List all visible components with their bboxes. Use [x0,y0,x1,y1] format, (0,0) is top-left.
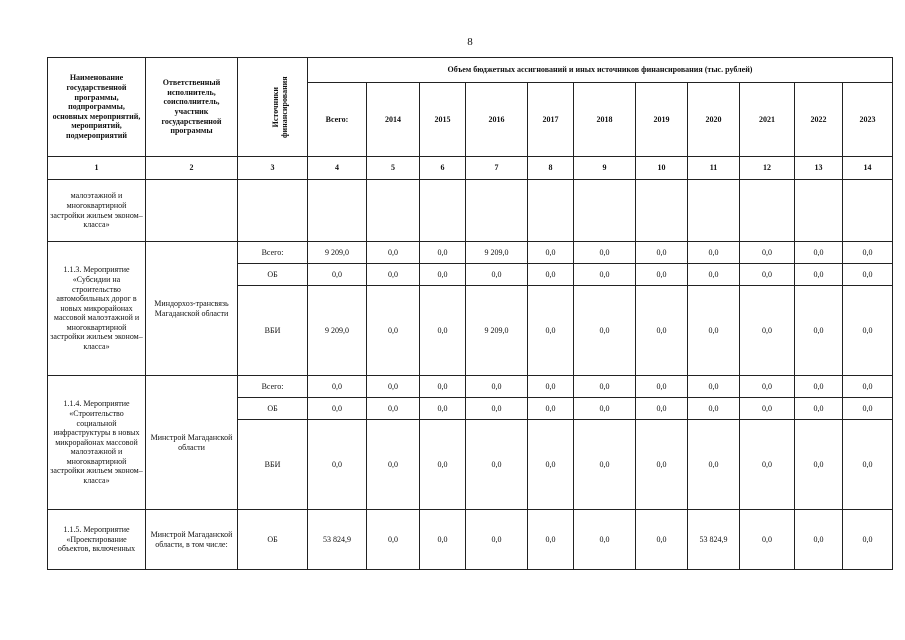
empty-cell [146,180,238,242]
year-value-cell: 0,0 [367,242,420,264]
header-year-2015: 2015 [420,82,466,156]
column-number: 10 [636,157,688,180]
funding-source-cell: ОБ [238,398,308,420]
funding-source-cell: Всего: [238,376,308,398]
empty-cell [367,180,420,242]
total-value-cell: 0,0 [308,420,367,510]
column-number: 9 [574,157,636,180]
funding-source-cell: ВБИ [238,420,308,510]
column-number: 13 [795,157,843,180]
year-value-cell: 0,0 [688,286,740,376]
measure-name-cell: 1.1.3. Мероприятие «Субсидии на строительство автомобильных дорог в новых микрорайонах массовой малоэтажной и многоквартирной застройки жильем эконом–класса» [48,242,146,376]
year-value-cell: 0,0 [795,242,843,264]
column-number: 2 [146,157,238,180]
year-value-cell: 0,0 [466,376,528,398]
header-source-label: Источники финансирования [270,75,289,138]
year-value-cell: 0,0 [688,376,740,398]
measure-name-cell: 1.1.4. Мероприятие «Строительство социальной инфраструктуры в новых микрорайонах массовой малоэтажной и многоквартирной застройки жильем эконом–класса» [48,376,146,510]
year-value-cell: 0,0 [740,242,795,264]
year-value-cell: 0,0 [688,242,740,264]
year-value-cell: 0,0 [636,376,688,398]
year-value-cell: 9 209,0 [466,242,528,264]
empty-cell [466,180,528,242]
year-value-cell: 0,0 [740,420,795,510]
year-value-cell: 0,0 [528,510,574,570]
continuation-name-cell: малоэтажной и многоквартирной застройки жильем эконом–класса» [48,180,146,242]
header-year-2016: 2016 [466,82,528,156]
year-value-cell: 0,0 [795,398,843,420]
total-value-cell: 9 209,0 [308,286,367,376]
empty-cell [740,180,795,242]
table-row [48,510,893,570]
year-value-cell: 0,0 [740,286,795,376]
header-source-col [238,58,308,157]
year-value-cell: 0,0 [367,420,420,510]
header-total: Всего: [308,82,367,156]
year-value-cell: 0,0 [574,510,636,570]
header-year-2020: 2020 [688,82,740,156]
total-value-cell: 0,0 [308,398,367,420]
empty-cell [308,180,367,242]
total-value-cell: 0,0 [308,376,367,398]
column-number: 12 [740,157,795,180]
empty-cell [420,180,466,242]
year-value-cell: 0,0 [636,286,688,376]
header-year-2017: 2017 [528,82,574,156]
year-value-cell: 0,0 [574,398,636,420]
year-value-cell: 0,0 [420,376,466,398]
year-value-cell: 0,0 [528,286,574,376]
empty-cell [574,180,636,242]
year-value-cell: 0,0 [636,398,688,420]
year-value-cell: 0,0 [420,398,466,420]
year-value-cell: 0,0 [688,264,740,286]
year-value-cell: 0,0 [795,286,843,376]
empty-cell [528,180,574,242]
year-value-cell: 0,0 [740,398,795,420]
year-value-cell: 0,0 [688,420,740,510]
table-row [48,242,893,264]
header-name-col: Наименование государственной программы, подпрограммы, основных мероприятий, мероприятий, подмероприятий [48,58,146,157]
column-number: 5 [367,157,420,180]
year-value-cell: 0,0 [843,398,893,420]
year-value-cell: 0,0 [574,264,636,286]
year-value-cell: 0,0 [528,420,574,510]
header-year-2023: 2023 [843,82,893,156]
header-budget-group: Объем бюджетных ассигнований и иных источников финансирования (тыс. рублей) [308,58,893,83]
year-value-cell: 0,0 [795,264,843,286]
total-value-cell: 0,0 [308,264,367,286]
year-value-cell: 0,0 [420,420,466,510]
year-value-cell: 0,0 [466,510,528,570]
header-year-2014: 2014 [367,82,420,156]
year-value-cell: 0,0 [636,264,688,286]
year-value-cell: 0,0 [740,510,795,570]
year-value-cell: 0,0 [795,420,843,510]
total-value-cell: 9 209,0 [308,242,367,264]
year-value-cell: 0,0 [420,264,466,286]
year-value-cell: 0,0 [843,376,893,398]
funding-source-cell: ОБ [238,264,308,286]
table-row [48,376,893,398]
year-value-cell: 0,0 [367,286,420,376]
year-value-cell: 0,0 [843,242,893,264]
year-value-cell: 0,0 [740,264,795,286]
responsible-cell: Минстрой Магаданской области [146,376,238,510]
year-value-cell: 53 824,9 [688,510,740,570]
year-value-cell: 0,0 [636,420,688,510]
header-year-2019: 2019 [636,82,688,156]
year-value-cell: 0,0 [688,398,740,420]
year-value-cell: 0,0 [740,376,795,398]
column-number: 1 [48,157,146,180]
year-value-cell: 0,0 [367,264,420,286]
year-value-cell: 0,0 [466,264,528,286]
year-value-cell: 0,0 [843,286,893,376]
year-value-cell: 0,0 [466,420,528,510]
year-value-cell: 0,0 [843,420,893,510]
year-value-cell: 0,0 [466,398,528,420]
year-value-cell: 0,0 [528,264,574,286]
page-number: 8 [467,36,473,48]
column-number: 6 [420,157,466,180]
year-value-cell: 0,0 [795,376,843,398]
year-value-cell: 9 209,0 [466,286,528,376]
year-value-cell: 0,0 [367,398,420,420]
column-number: 3 [238,157,308,180]
year-value-cell: 0,0 [574,242,636,264]
column-number: 11 [688,157,740,180]
year-value-cell: 0,0 [574,286,636,376]
empty-cell [238,180,308,242]
year-value-cell: 0,0 [574,420,636,510]
header-year-2022: 2022 [795,82,843,156]
year-value-cell: 0,0 [843,264,893,286]
year-value-cell: 0,0 [367,510,420,570]
empty-cell [843,180,893,242]
year-value-cell: 0,0 [843,510,893,570]
year-value-cell: 0,0 [528,376,574,398]
year-value-cell: 0,0 [420,242,466,264]
column-number: 4 [308,157,367,180]
year-value-cell: 0,0 [636,510,688,570]
year-value-cell: 0,0 [528,242,574,264]
total-value-cell: 53 824,9 [308,510,367,570]
responsible-cell: Минстрой Магаданской области, в том числе: [146,510,238,570]
column-number: 7 [466,157,528,180]
empty-cell [795,180,843,242]
year-value-cell: 0,0 [636,242,688,264]
year-value-cell: 0,0 [420,510,466,570]
column-number: 14 [843,157,893,180]
year-value-cell: 0,0 [528,398,574,420]
year-value-cell: 0,0 [574,376,636,398]
header-responsible-col: Ответственный исполнитель, соисполнитель, участник государственной программы [146,58,238,157]
header-year-2018: 2018 [574,82,636,156]
empty-cell [688,180,740,242]
funding-source-cell: Всего: [238,242,308,264]
year-value-cell: 0,0 [420,286,466,376]
funding-source-cell: ОБ [238,510,308,570]
column-number: 8 [528,157,574,180]
budget-table [47,57,893,570]
measure-name-cell: 1.1.5. Мероприятие «Проектирование объектов, включенных [48,510,146,570]
responsible-cell: Миндорхоз-трансвязь Магаданской области [146,242,238,376]
funding-source-cell: ВБИ [238,286,308,376]
year-value-cell: 0,0 [795,510,843,570]
empty-cell [636,180,688,242]
year-value-cell: 0,0 [367,376,420,398]
header-year-2021: 2021 [740,82,795,156]
